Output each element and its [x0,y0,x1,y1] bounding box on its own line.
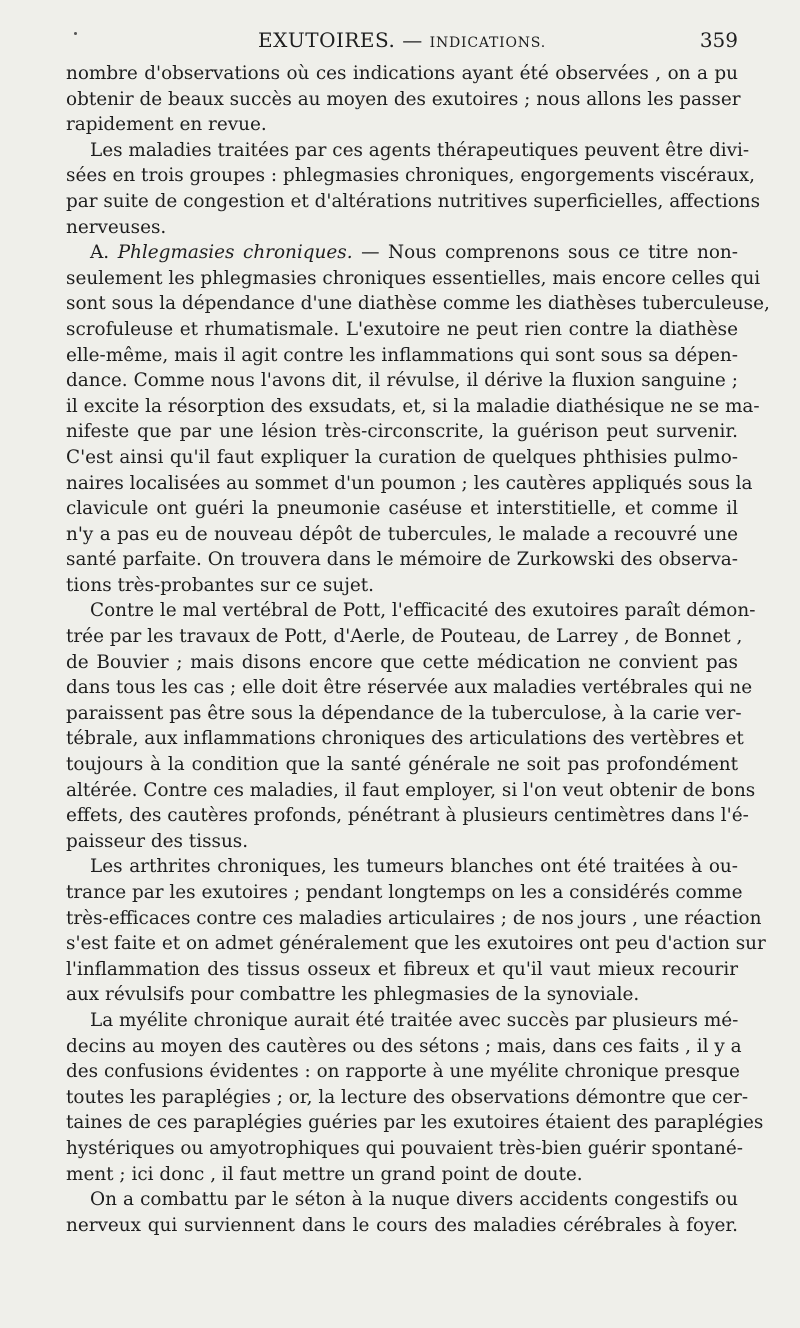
text-line: elle-même, mais il agit contre les inflammations qui sont sous sa dépen- [66,344,738,366]
text-line: nerveux qui surviennent dans le cours des maladies cérébrales à foyer. [66,1214,738,1236]
text-line: Les arthrites chroniques, les tumeurs blanches ont été traitées à ou- [90,856,738,878]
text-line: paisseur des tissus. [66,830,249,852]
text-line: tions très-probantes sur ce sujet. [66,574,375,596]
text-line: de Bouvier ; mais disons encore que cette médication ne convient pas [66,651,738,673]
text-line: decins au moyen des cautères ou des sétons ; mais, dans ces faits , il y a [66,1035,742,1057]
text-line: obtenir de beaux succès au moyen des exutoires ; nous allons les passer [66,88,741,110]
text-line: dance. Comme nous l'avons dit, il révulse, il dérive la fluxion sanguine ; [66,370,738,392]
text-line: seulement les phlegmasies chroniques essentielles, mais encore celles qui [66,267,761,289]
text-line: santé parfaite. On trouvera dans le mémoire de Zurkowski des observa- [66,549,738,571]
running-title-section: INDICATIONS. [429,35,546,51]
text-line: nerveuses. [66,216,167,238]
text-line: sont sous la dépendance d'une diathèse comme les diathèses tuberculeuse, [66,293,770,315]
text-line: très-efficaces contre ces maladies articulaires ; de nos jours , une réaction [66,907,762,929]
text-line: On a combattu par le séton à la nuque divers accidents congestifs ou [90,1189,738,1211]
text-line: aux révulsifs pour combattre les phlegmasies de la synoviale. [66,984,640,1006]
text-line: Contre le mal vertébral de Pott, l'efficacité des exutoires paraît démon- [90,600,756,622]
text-line: tébrale, aux inflammations chroniques des articulations des vertèbres et [66,728,744,750]
running-title-dash: — [402,28,423,52]
text-line: rapidement en revue. [66,114,267,136]
text-line: Les maladies traitées par ces agents thérapeutiques peuvent être divi- [90,139,750,161]
body-text [66,61,770,1238]
text-line: par suite de congestion et d'altérations nutritives superficielles, affections [66,190,761,212]
text-line: s'est faite et on admet généralement que les exutoires ont peu d'action sur [66,933,766,955]
running-header [66,28,738,56]
text-line: C'est ainsi qu'il faut expliquer la curation de quelques phthisies pulmo- [66,446,738,468]
running-title-main: EXUTOIRES. [258,28,396,52]
text-line: trance par les exutoires ; pendant longtemps on les a considérés comme [66,882,743,903]
text-line: La myélite chronique aurait été traitée avec succès par plusieurs mé- [90,1009,739,1031]
page-number: 359 [699,28,738,52]
text-line: taines de ces paraplégies guéries par les exutoires étaient des paraplégies [66,1112,764,1134]
text-line: paraissent pas être sous la dépendance de la tuberculose, à la carie ver- [66,702,742,724]
running-title [66,28,738,52]
text-line: n'y a pas eu de nouveau dépôt de tubercules, le malade a recouvré une [66,523,738,545]
text-line: scrofuleuse et rhumatismale. L'exutoire ne peut rien contre la diathèse [66,318,738,340]
text-line: nifeste que par une lésion très-circonscrite, la guérison peut survenir. [66,421,738,443]
text-line: hystériques ou amyotrophiques qui pouvaient très-bien guérir spontané- [66,1137,743,1159]
text-line: nombre d'observations où ces indications ayant été observées , on a pu [66,63,738,84]
section-text: — Nous comprenons sous ce titre non- [352,242,738,264]
text-line: ment ; ici donc , il faut mettre un grand point de doute. [66,1163,583,1185]
text-line [66,240,738,266]
text-line: dans tous les cas ; elle doit être réservée aux maladies vertébrales qui ne [66,677,753,699]
text-line: altérée. Contre ces maladies, il faut employer, si l'on veut obtenir de bons [66,779,756,801]
text-line: toutes les paraplégies ; or, la lecture des observations démontre que cer- [66,1086,749,1108]
text-line: clavicule ont guéri la pneumonie caséuse et interstitielle, et comme il [66,498,738,520]
text-line: l'inflammation des tissus osseux et fibreux et qu'il vaut mieux recourir [66,958,738,980]
text-line: naires localisées au sommet d'un poumon ; les cautères appliqués sous la [66,472,753,494]
text-line: il excite la résorption des exsudats, et, si la maladie diathésique ne se ma- [66,395,760,417]
text-line: toujours à la condition que la santé générale ne soit pas profondément [66,754,738,776]
section-letter: A. [90,242,118,264]
section-heading: Phlegmasies chroniques. [117,242,353,264]
text-line: effets, des cautères profonds, pénétrant à plusieurs centimètres dans l'é- [66,805,749,827]
text-line: sées en trois groupes : phlegmasies chroniques, engorgements viscéraux, [66,165,755,187]
text-line: trée par les travaux de Pott, d'Aerle, de Pouteau, de Larrey , de Bonnet , [66,626,743,648]
text-line: des confusions évidentes : on rapporte à une myélite chronique presque [66,1061,740,1083]
